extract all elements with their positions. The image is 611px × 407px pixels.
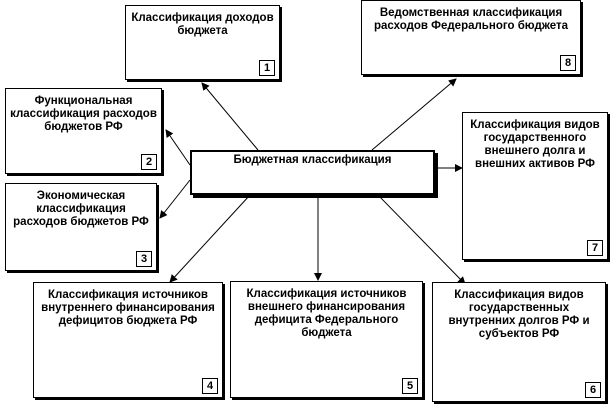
node-3-label: Экономическая классификация расходов бюджетов РФ xyxy=(13,190,149,228)
arrow-to-box-1 xyxy=(202,83,258,150)
node-5 xyxy=(230,281,423,398)
arrow-to-box-4 xyxy=(170,195,250,282)
node-1-number: 1 xyxy=(259,60,275,76)
node-4-number: 4 xyxy=(202,378,218,394)
node-1 xyxy=(125,5,280,80)
node-2 xyxy=(5,88,162,174)
node-6-number: 6 xyxy=(585,382,601,398)
node-7 xyxy=(462,112,608,260)
center-node xyxy=(190,150,435,195)
node-3-number: 3 xyxy=(136,251,152,267)
node-8-label: Ведомственная классификация расходов Федерального бюджета xyxy=(373,7,569,32)
arrow-to-box-8 xyxy=(372,79,456,150)
node-4 xyxy=(33,282,223,398)
node-5-label: Классификация источников внешнего финансирования дефицита Федерального бюджета xyxy=(246,288,407,339)
node-7-label: Классификация видов государственного внешнего долга и внешних активов РФ xyxy=(470,119,600,170)
node-2-number: 2 xyxy=(141,154,157,170)
node-8 xyxy=(361,0,581,75)
center-node-label: Бюджетная классификация xyxy=(233,154,392,166)
node-6-label: Классификация видов государственных внутренних долгов РФ и субъектов РФ xyxy=(448,289,590,340)
node-3 xyxy=(5,183,157,271)
node-4-label: Классификация источников внутреннего финансирования дефицитов бюджета РФ xyxy=(41,289,215,327)
node-8-number: 8 xyxy=(560,55,576,71)
node-7-number: 7 xyxy=(587,240,603,256)
node-1-label: Классификация доходов бюджета xyxy=(131,12,274,37)
node-6 xyxy=(432,282,606,402)
arrow-to-box-3 xyxy=(160,180,190,218)
arrow-to-box-2 xyxy=(166,130,190,165)
node-2-label: Функциональная классификация расходов бюджетов РФ xyxy=(10,95,157,133)
node-5-number: 5 xyxy=(402,378,418,394)
arrow-to-box-6 xyxy=(378,195,465,284)
